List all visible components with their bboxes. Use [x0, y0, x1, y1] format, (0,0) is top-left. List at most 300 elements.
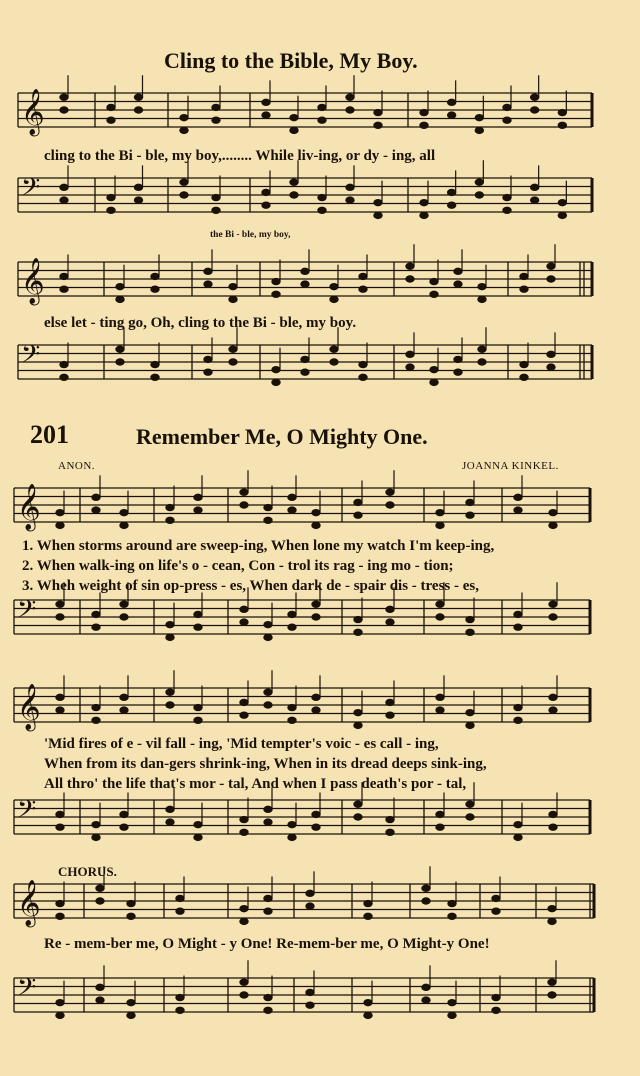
note-head: [354, 801, 362, 807]
note-head: [454, 356, 462, 362]
note-head: [194, 507, 202, 513]
note-head: [430, 366, 438, 372]
note-head: [240, 712, 248, 718]
note-head: [312, 707, 320, 713]
note-head: [166, 621, 174, 627]
note-head: [374, 199, 382, 205]
note-head: [514, 494, 522, 500]
note-head: [240, 829, 248, 835]
note-head: [272, 379, 280, 385]
note-head: [422, 885, 430, 891]
note-head: [240, 489, 248, 495]
note-head: [56, 999, 64, 1005]
note-head: [127, 900, 135, 906]
note-head: [264, 819, 272, 825]
note-head: [264, 702, 272, 708]
note-head: [492, 908, 500, 914]
note-head: [386, 816, 394, 822]
note-head: [354, 499, 362, 505]
note-head: [318, 207, 326, 213]
note-head: [264, 504, 272, 510]
note-head: [306, 989, 314, 995]
note-head: [288, 611, 296, 617]
note-head: [520, 374, 528, 380]
treble-clef-icon: 𝄞: [17, 484, 41, 530]
note-head: [312, 824, 320, 830]
note-head: [549, 811, 557, 817]
note-head: [548, 979, 556, 985]
note-head: [503, 194, 511, 200]
note-head: [503, 117, 511, 123]
note-head: [107, 207, 115, 213]
note-head: [264, 895, 272, 901]
note-head: [448, 913, 456, 919]
note-head: [264, 689, 272, 695]
note-head: [548, 918, 556, 924]
note-head: [127, 913, 135, 919]
note-head: [318, 194, 326, 200]
note-head: [448, 900, 456, 906]
note-head: [454, 281, 462, 287]
note-head: [264, 634, 272, 640]
note-head: [359, 286, 367, 292]
note-head: [386, 606, 394, 612]
note-head: [107, 117, 115, 123]
note-head: [318, 104, 326, 110]
note-head: [478, 296, 486, 302]
note-head: [262, 189, 270, 195]
note-head: [549, 824, 557, 830]
note-head: [120, 614, 128, 620]
note-head: [354, 512, 362, 518]
note-head: [359, 361, 367, 367]
note-head: [180, 179, 188, 185]
note-head: [364, 999, 372, 1005]
note-head: [354, 629, 362, 635]
note-head: [92, 507, 100, 513]
note-head: [212, 194, 220, 200]
note-head: [301, 268, 309, 274]
verse-b-line-1: 'Mid fires of e - vil fall - ing, 'Mid tempter's voic - es call - ing,: [44, 736, 439, 752]
note-head: [229, 283, 237, 289]
hymn2-composer: JOANNA KINKEL.: [462, 460, 559, 472]
note-head: [330, 283, 338, 289]
note-head: [354, 814, 362, 820]
note-head: [56, 614, 64, 620]
note-head: [134, 197, 142, 203]
treble-clef-icon: 𝄞: [17, 684, 41, 730]
note-head: [475, 192, 483, 198]
note-head: [120, 522, 128, 528]
note-head: [430, 291, 438, 297]
note-head: [272, 291, 280, 297]
hymn2-title: Remember Me, O Mighty One.: [136, 424, 428, 449]
chorus-label: CHORUS.: [58, 864, 117, 879]
bass-clef-icon: 𝄢: [17, 595, 37, 630]
note-head: [422, 997, 430, 1003]
note-head: [56, 509, 64, 515]
note-head: [116, 296, 124, 302]
note-head: [92, 704, 100, 710]
note-head: [547, 351, 555, 357]
note-head: [359, 374, 367, 380]
note-head: [436, 522, 444, 528]
note-head: [447, 202, 455, 208]
note-head: [96, 885, 104, 891]
note-head: [386, 489, 394, 495]
hymn1-bass-echo: the Bi - ble, my boy,: [210, 230, 291, 240]
note-head: [151, 273, 159, 279]
note-head: [346, 94, 354, 100]
bass-clef-icon: 𝄢: [17, 795, 37, 830]
note-head: [60, 94, 68, 100]
note-head: [264, 1007, 272, 1013]
note-head: [436, 694, 444, 700]
note-head: [120, 707, 128, 713]
note-head: [194, 624, 202, 630]
chorus-lyric: Re - mem-ber me, O Might - y One! Re-mem-ber me, O Might-y One!: [44, 936, 490, 952]
note-head: [151, 361, 159, 367]
note-head: [514, 834, 522, 840]
note-head: [134, 94, 142, 100]
note-head: [466, 801, 474, 807]
note-head: [127, 999, 135, 1005]
note-head: [466, 629, 474, 635]
hymn-number: 201: [30, 420, 69, 449]
note-head: [530, 184, 538, 190]
note-head: [422, 984, 430, 990]
treble-clef-icon: 𝄞: [21, 89, 45, 135]
note-head: [406, 364, 414, 370]
note-head: [312, 811, 320, 817]
note-head: [96, 898, 104, 904]
note-head: [176, 1007, 184, 1013]
note-head: [229, 296, 237, 302]
note-head: [374, 122, 382, 128]
note-head: [354, 722, 362, 728]
note-head: [107, 104, 115, 110]
note-head: [406, 351, 414, 357]
note-head: [364, 1012, 372, 1018]
note-head: [558, 109, 566, 115]
note-head: [262, 99, 270, 105]
note-head: [56, 811, 64, 817]
note-head: [264, 908, 272, 914]
bass-clef-icon: 𝄢: [17, 973, 37, 1008]
note-head: [330, 296, 338, 302]
note-head: [478, 283, 486, 289]
note-head: [558, 122, 566, 128]
bass-clef-icon: 𝄢: [21, 340, 41, 375]
note-head: [312, 601, 320, 607]
note-head: [96, 984, 104, 990]
note-head: [478, 346, 486, 352]
note-head: [288, 821, 296, 827]
note-head: [447, 99, 455, 105]
note-head: [96, 997, 104, 1003]
note-head: [151, 286, 159, 292]
note-head: [240, 918, 248, 924]
note-head: [60, 197, 68, 203]
note-head: [56, 900, 64, 906]
note-head: [466, 814, 474, 820]
note-head: [514, 717, 522, 723]
note-head: [420, 109, 428, 115]
note-head: [116, 346, 124, 352]
note-head: [549, 509, 557, 515]
note-head: [547, 276, 555, 282]
note-head: [272, 366, 280, 372]
note-head: [514, 624, 522, 630]
note-head: [56, 601, 64, 607]
note-head: [306, 1002, 314, 1008]
note-head: [520, 286, 528, 292]
note-head: [420, 212, 428, 218]
note-head: [116, 359, 124, 365]
note-head: [430, 278, 438, 284]
note-head: [436, 601, 444, 607]
note-head: [264, 806, 272, 812]
note-head: [166, 689, 174, 695]
note-head: [306, 890, 314, 896]
note-head: [354, 709, 362, 715]
note-head: [386, 619, 394, 625]
note-head: [240, 905, 248, 911]
note-head: [151, 374, 159, 380]
note-head: [290, 179, 298, 185]
verse-b-line-2: When from its dan-gers shrink-ing, When in its dread deeps sink-ing,: [44, 756, 487, 772]
note-head: [194, 494, 202, 500]
note-head: [60, 273, 68, 279]
note-head: [194, 821, 202, 827]
note-head: [364, 900, 372, 906]
note-head: [466, 709, 474, 715]
note-head: [549, 522, 557, 528]
note-head: [454, 369, 462, 375]
note-head: [436, 509, 444, 515]
note-head: [60, 184, 68, 190]
note-head: [330, 359, 338, 365]
note-head: [288, 704, 296, 710]
note-head: [318, 117, 326, 123]
note-head: [547, 364, 555, 370]
note-head: [514, 611, 522, 617]
note-head: [436, 811, 444, 817]
note-head: [240, 699, 248, 705]
note-head: [240, 992, 248, 998]
note-head: [60, 374, 68, 380]
note-head: [430, 379, 438, 385]
note-head: [466, 512, 474, 518]
treble-clef-icon: 𝄞: [17, 880, 41, 926]
note-head: [240, 619, 248, 625]
note-head: [436, 707, 444, 713]
note-head: [422, 898, 430, 904]
note-head: [346, 107, 354, 113]
note-head: [288, 717, 296, 723]
note-head: [503, 104, 511, 110]
note-head: [166, 702, 174, 708]
treble-clef-icon: 𝄞: [21, 258, 45, 304]
note-head: [272, 278, 280, 284]
note-head: [475, 127, 483, 133]
note-head: [56, 522, 64, 528]
note-head: [180, 127, 188, 133]
note-head: [374, 109, 382, 115]
note-head: [548, 992, 556, 998]
note-head: [120, 509, 128, 515]
note-head: [466, 499, 474, 505]
note-head: [166, 819, 174, 825]
note-head: [176, 895, 184, 901]
note-head: [212, 117, 220, 123]
note-head: [204, 268, 212, 274]
note-head: [330, 346, 338, 352]
note-head: [290, 192, 298, 198]
note-head: [386, 502, 394, 508]
note-head: [229, 359, 237, 365]
note-head: [212, 104, 220, 110]
note-head: [262, 112, 270, 118]
note-head: [92, 834, 100, 840]
note-head: [386, 829, 394, 835]
note-head: [240, 502, 248, 508]
note-head: [520, 273, 528, 279]
note-head: [466, 616, 474, 622]
note-head: [176, 908, 184, 914]
note-head: [204, 369, 212, 375]
note-head: [166, 504, 174, 510]
note-head: [166, 634, 174, 640]
bass-clef-icon: 𝄢: [21, 173, 41, 208]
note-head: [386, 699, 394, 705]
note-head: [359, 273, 367, 279]
verse-a-line-1: 1. When storms around are sweep-ing, When lone my watch I'm keep-ing,: [22, 538, 495, 554]
note-head: [448, 999, 456, 1005]
hymn1-lyric-line1: cling to the Bi - ble, my boy,........ While liv-ing, or dy - ing, all: [44, 148, 436, 164]
note-head: [447, 189, 455, 195]
note-head: [56, 913, 64, 919]
note-head: [406, 276, 414, 282]
note-head: [288, 834, 296, 840]
note-head: [60, 286, 68, 292]
note-head: [312, 509, 320, 515]
note-head: [306, 903, 314, 909]
note-head: [514, 704, 522, 710]
note-head: [166, 517, 174, 523]
note-head: [120, 811, 128, 817]
note-head: [240, 979, 248, 985]
note-head: [204, 281, 212, 287]
note-head: [420, 122, 428, 128]
note-head: [290, 114, 298, 120]
note-head: [436, 614, 444, 620]
note-head: [530, 107, 538, 113]
note-head: [364, 913, 372, 919]
verse-a-line-2: 2. When walk-ing on life's o - cean, Con - trol its rag - ing mo - tion;: [22, 558, 454, 574]
note-head: [301, 369, 309, 375]
note-head: [194, 704, 202, 710]
note-head: [204, 356, 212, 362]
note-head: [288, 494, 296, 500]
note-head: [288, 507, 296, 513]
note-head: [262, 202, 270, 208]
note-head: [346, 197, 354, 203]
note-head: [120, 824, 128, 830]
note-head: [212, 207, 220, 213]
note-head: [127, 1012, 135, 1018]
note-head: [312, 614, 320, 620]
note-head: [92, 494, 100, 500]
note-head: [134, 107, 142, 113]
note-head: [312, 694, 320, 700]
note-head: [406, 263, 414, 269]
note-head: [436, 824, 444, 830]
note-head: [548, 905, 556, 911]
note-head: [240, 816, 248, 822]
note-head: [180, 114, 188, 120]
note-head: [60, 107, 68, 113]
note-head: [549, 707, 557, 713]
note-head: [478, 359, 486, 365]
note-head: [514, 821, 522, 827]
note-head: [492, 994, 500, 1000]
note-head: [475, 179, 483, 185]
note-head: [530, 94, 538, 100]
note-head: [530, 197, 538, 203]
note-head: [558, 199, 566, 205]
note-head: [176, 994, 184, 1000]
note-head: [116, 283, 124, 289]
note-head: [547, 263, 555, 269]
note-head: [194, 611, 202, 617]
note-head: [56, 707, 64, 713]
note-head: [264, 621, 272, 627]
note-head: [374, 212, 382, 218]
note-head: [558, 212, 566, 218]
note-head: [56, 1012, 64, 1018]
note-head: [447, 112, 455, 118]
note-head: [549, 694, 557, 700]
note-head: [92, 624, 100, 630]
note-head: [194, 834, 202, 840]
note-head: [92, 717, 100, 723]
note-head: [475, 114, 483, 120]
note-head: [420, 199, 428, 205]
note-head: [264, 994, 272, 1000]
verse-a-line-3: 3. Wheh weight of sin op-press - es, When dark de - spair dis - tress - es,: [22, 578, 479, 594]
note-head: [503, 207, 511, 213]
note-head: [120, 694, 128, 700]
note-head: [180, 192, 188, 198]
note-head: [134, 184, 142, 190]
note-head: [107, 194, 115, 200]
note-head: [514, 507, 522, 513]
note-head: [56, 694, 64, 700]
note-head: [194, 717, 202, 723]
note-head: [92, 611, 100, 617]
note-head: [492, 895, 500, 901]
note-head: [56, 824, 64, 830]
note-head: [520, 361, 528, 367]
note-head: [240, 606, 248, 612]
note-head: [166, 806, 174, 812]
note-head: [264, 517, 272, 523]
note-head: [386, 712, 394, 718]
note-head: [60, 361, 68, 367]
note-head: [92, 821, 100, 827]
note-head: [290, 127, 298, 133]
